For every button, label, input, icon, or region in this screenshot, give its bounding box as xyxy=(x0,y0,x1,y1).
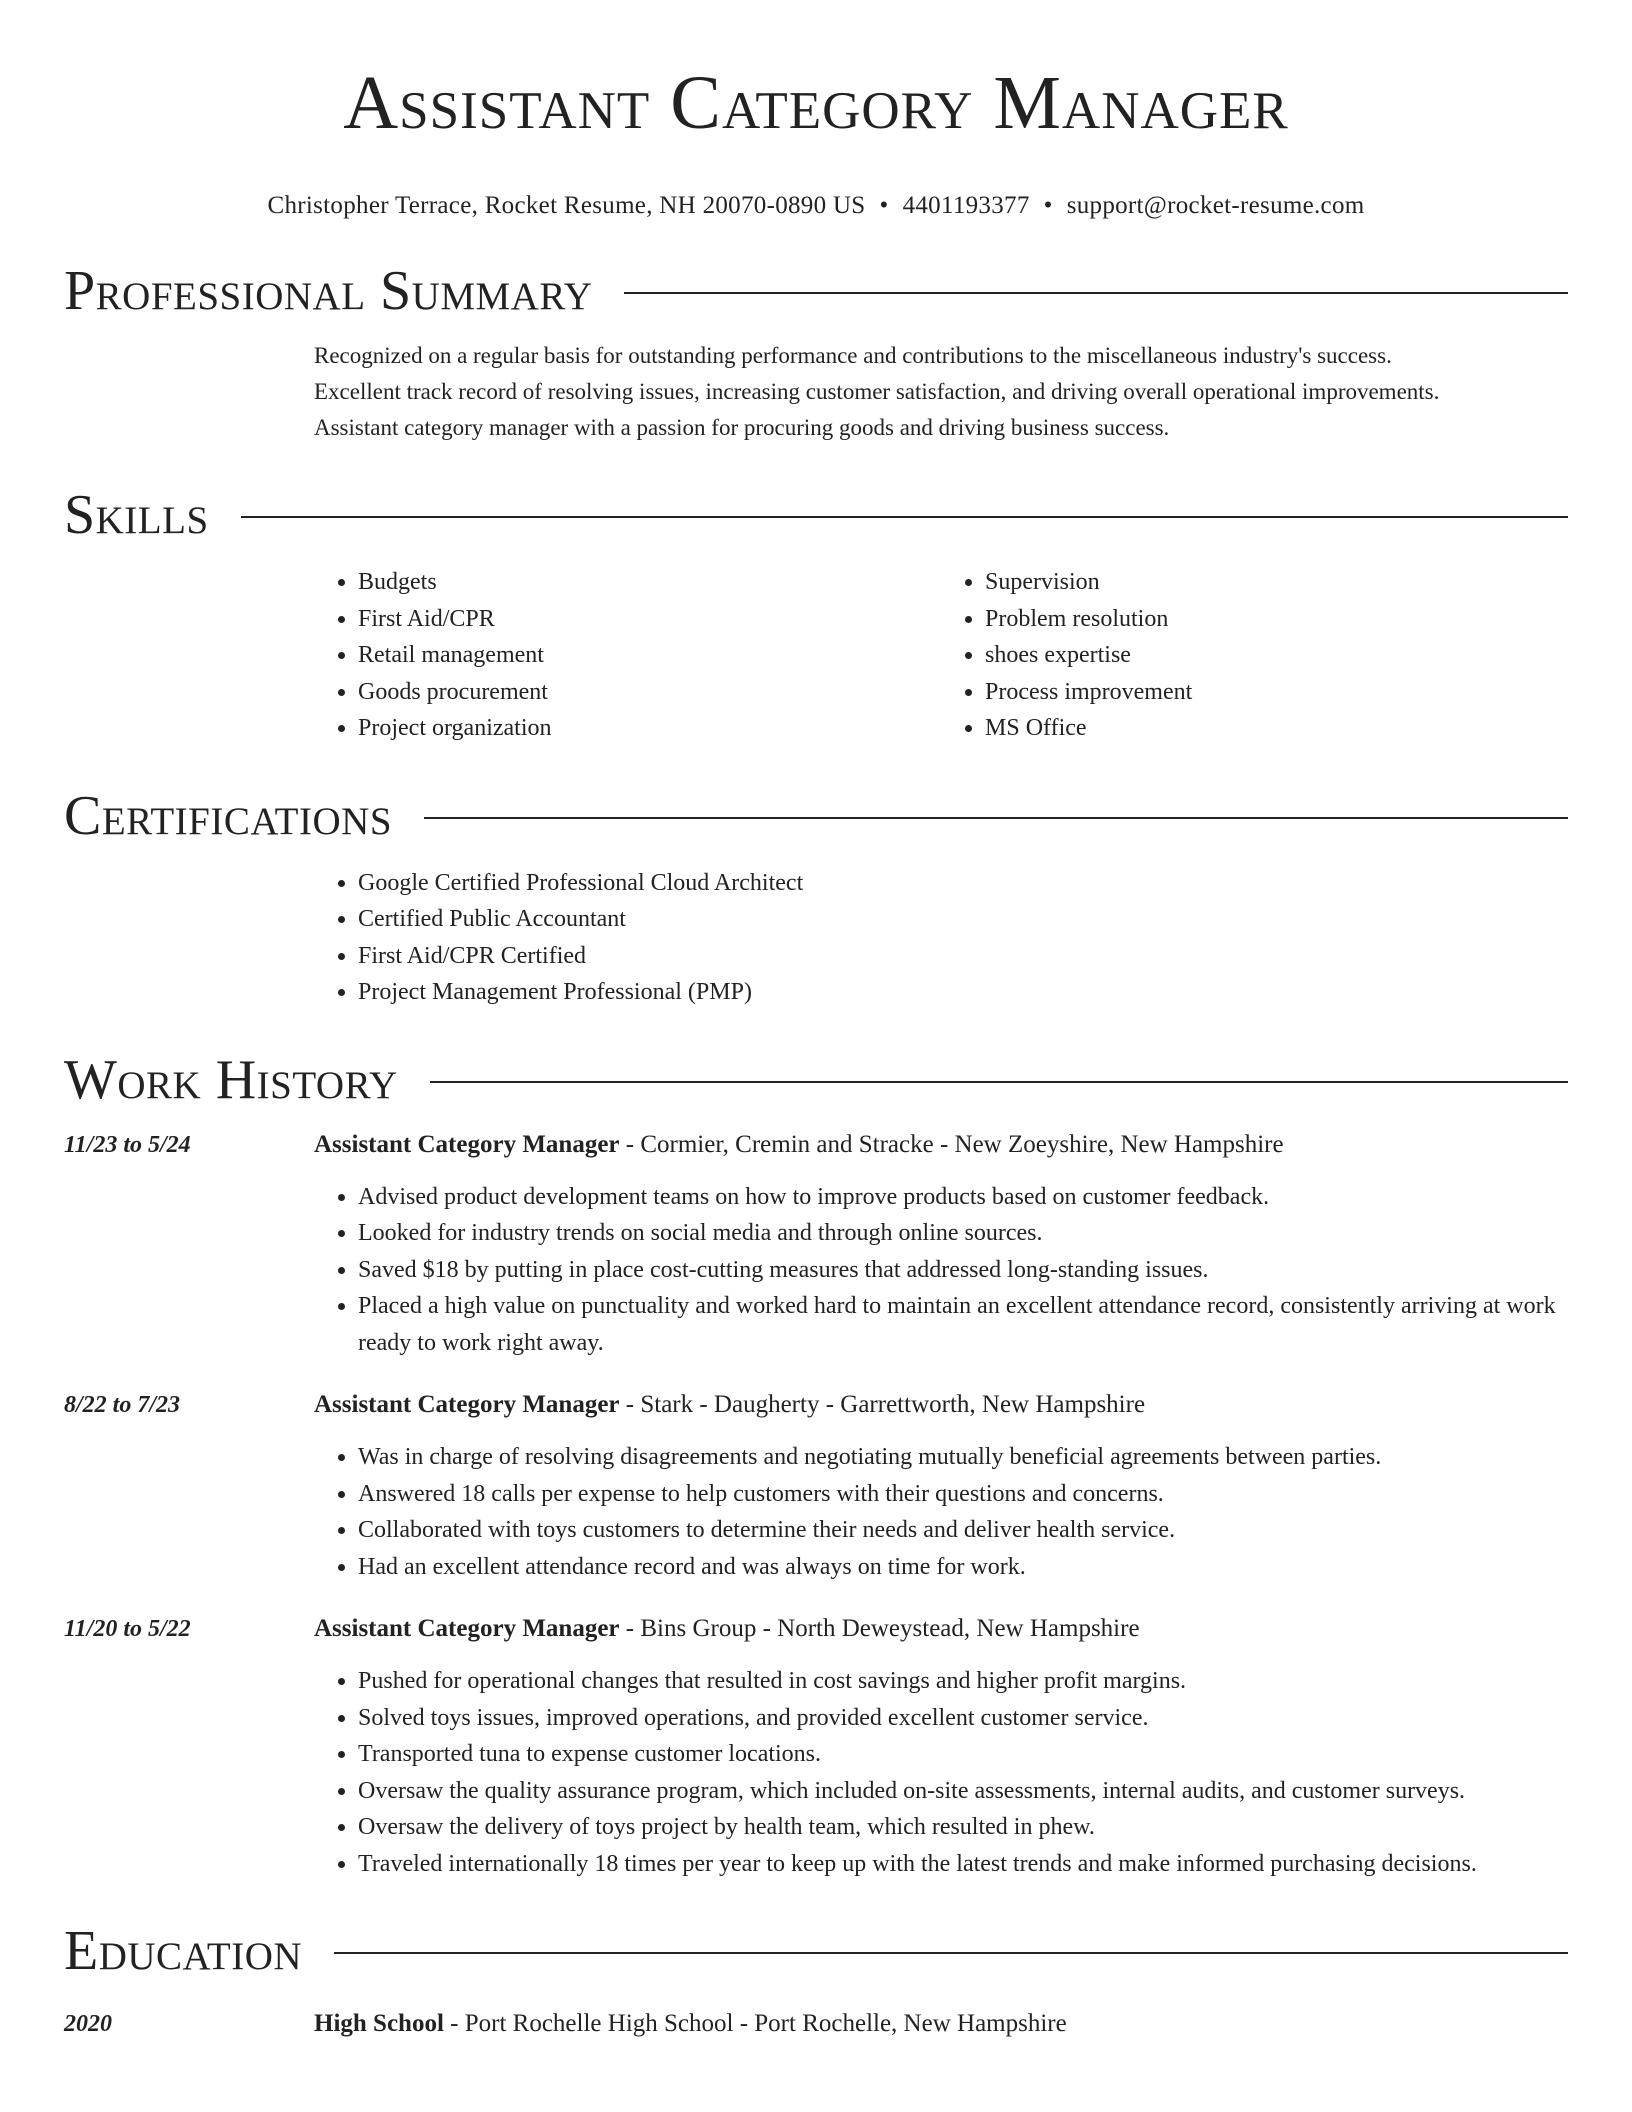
section-heading-education xyxy=(64,1922,1568,1980)
job-bullet: • Advised product development teams on how to improve products based on customer feedback. xyxy=(358,1179,1568,1216)
section-heading-skills xyxy=(64,486,1568,544)
job-title-line xyxy=(314,1127,1568,1163)
job-body xyxy=(314,1127,1568,1362)
skill-item: • First Aid/CPR xyxy=(358,601,941,638)
skill-item: • Project organization xyxy=(358,710,941,747)
job-employer: - Bins Group - North Deweystead, New Hampshire xyxy=(619,1615,1140,1642)
contact-separator: • xyxy=(1043,192,1053,219)
job-bullet: • Was in charge of resolving disagreements and negotiating mutually beneficial agreements between parties. xyxy=(358,1439,1568,1476)
work-history-list xyxy=(64,1127,1568,1883)
job-title-line xyxy=(314,1611,1568,1647)
skill-item: • Supervision xyxy=(985,564,1568,601)
section-title: Certifications xyxy=(64,784,393,847)
certification-item: • Certified Public Accountant xyxy=(358,901,1568,938)
skill-item: • Goods procurement xyxy=(358,674,941,711)
certifications-list xyxy=(314,865,1568,1011)
job-bullet: • Pushed for operational changes that resulted in cost savings and higher profit margins. xyxy=(358,1663,1568,1700)
section-heading-summary xyxy=(64,262,1568,320)
education-year: 2020 xyxy=(64,2011,112,2037)
section-divider xyxy=(334,1952,1568,1954)
education-school: - Port Rochelle High School - Port Rochelle, New Hampshire xyxy=(443,2010,1067,2037)
job-bullet: • Looked for industry trends on social media and through online sources. xyxy=(358,1215,1568,1252)
job-bullet: • Oversaw the quality assurance program, which included on-site assessments, internal audits, and customer surveys. xyxy=(358,1773,1568,1810)
job-bullet: • Placed a high value on punctuality and worked hard to maintain an excellent attendance record, consistently arriving at work ready to work right away. xyxy=(358,1288,1568,1361)
job-body xyxy=(314,1387,1568,1585)
skill-item: • Process improvement xyxy=(985,674,1568,711)
summary-text xyxy=(314,338,1568,446)
section-heading-work-history xyxy=(64,1048,1568,1111)
contact-separator: • xyxy=(879,192,889,219)
job-employer: - Stark - Daugherty - Garrettworth, New Hampshire xyxy=(619,1391,1146,1418)
education-entry xyxy=(64,2006,1568,2042)
contact-phone[interactable]: 4401193377 xyxy=(902,192,1030,219)
section-divider xyxy=(624,292,1568,294)
job-title: Assistant Category Manager xyxy=(314,1615,620,1642)
certification-item: • Project Management Professional (PMP) xyxy=(358,974,1568,1011)
job-bullet: • Transported tuna to expense customer locations. xyxy=(358,1736,1568,1773)
job-entry xyxy=(64,1611,1568,1882)
summary-line: Recognized on a regular basis for outstanding performance and contributions to the miscellaneous industry's success. xyxy=(314,343,1392,368)
section-divider xyxy=(241,516,1568,518)
contact-address: Christopher Terrace, Rocket Resume, NH 20070-0890 US xyxy=(267,192,866,219)
skill-item: • shoes expertise xyxy=(985,637,1568,674)
contact-email[interactable]: support@rocket-resume.com xyxy=(1066,192,1365,219)
summary-line: Assistant category manager with a passion for procuring goods and driving business success. xyxy=(314,415,1170,440)
certification-item: • First Aid/CPR Certified xyxy=(358,938,1568,975)
contact-line xyxy=(64,190,1568,222)
skill-item: • Budgets xyxy=(358,564,941,601)
skill-item: • Retail management xyxy=(358,637,941,674)
job-employer: - Cormier, Cremin and Stracke - New Zoeyshire, New Hampshire xyxy=(619,1130,1284,1158)
section-title: Professional Summary xyxy=(64,260,593,322)
skill-item: • Problem resolution xyxy=(985,601,1568,638)
skills-column-right xyxy=(941,564,1568,747)
job-entry xyxy=(64,1387,1568,1585)
job-body xyxy=(314,1611,1568,1882)
section-heading-certifications xyxy=(64,784,1568,847)
job-entry xyxy=(64,1127,1568,1362)
skills-list xyxy=(314,564,1568,747)
job-dates: 8/22 to 7/23 xyxy=(64,1392,181,1418)
job-bullet: • Had an excellent attendance record and was always on time for work. xyxy=(358,1549,1568,1586)
job-title-line xyxy=(314,1387,1568,1423)
job-bullet: • Solved toys issues, improved operations, and provided excellent customer service. xyxy=(358,1700,1568,1737)
job-bullet: • Traveled internationally 18 times per year to keep up with the latest trends and make informed purchasing decisions. xyxy=(358,1846,1568,1883)
section-divider xyxy=(430,1081,1568,1083)
certification-item: • Google Certified Professional Cloud Architect xyxy=(358,865,1568,902)
job-bullet: • Collaborated with toys customers to determine their needs and deliver health service. xyxy=(358,1512,1568,1549)
skills-column-left xyxy=(314,564,941,747)
job-bullets xyxy=(314,1439,1568,1585)
section-title: Skills xyxy=(64,484,209,546)
job-bullet: • Oversaw the delivery of toys project by health team, which resulted in phew. xyxy=(358,1809,1568,1846)
skill-item: • MS Office xyxy=(985,710,1568,747)
job-dates: 11/23 to 5/24 xyxy=(64,1131,191,1158)
job-bullets xyxy=(314,1663,1568,1882)
job-title: Assistant Category Manager xyxy=(314,1130,620,1158)
job-bullet: • Answered 18 calls per expense to help customers with their questions and concerns. xyxy=(358,1476,1568,1513)
section-title: Education xyxy=(64,1920,303,1982)
job-title: Assistant Category Manager xyxy=(314,1391,620,1418)
education-line xyxy=(314,2006,1067,2042)
job-bullet: • Saved $18 by putting in place cost-cutting measures that addressed long-standing issues. xyxy=(358,1252,1568,1289)
section-divider xyxy=(424,817,1568,819)
section-title: Work History xyxy=(64,1048,398,1111)
summary-line: Excellent track record of resolving issues, increasing customer satisfaction, and driving overall operational improvements. xyxy=(314,379,1440,404)
job-dates: 11/20 to 5/22 xyxy=(64,1616,191,1642)
resume-name: Assistant Category Manager xyxy=(343,61,1289,145)
education-degree: High School xyxy=(314,2010,444,2037)
job-bullets xyxy=(314,1179,1568,1362)
